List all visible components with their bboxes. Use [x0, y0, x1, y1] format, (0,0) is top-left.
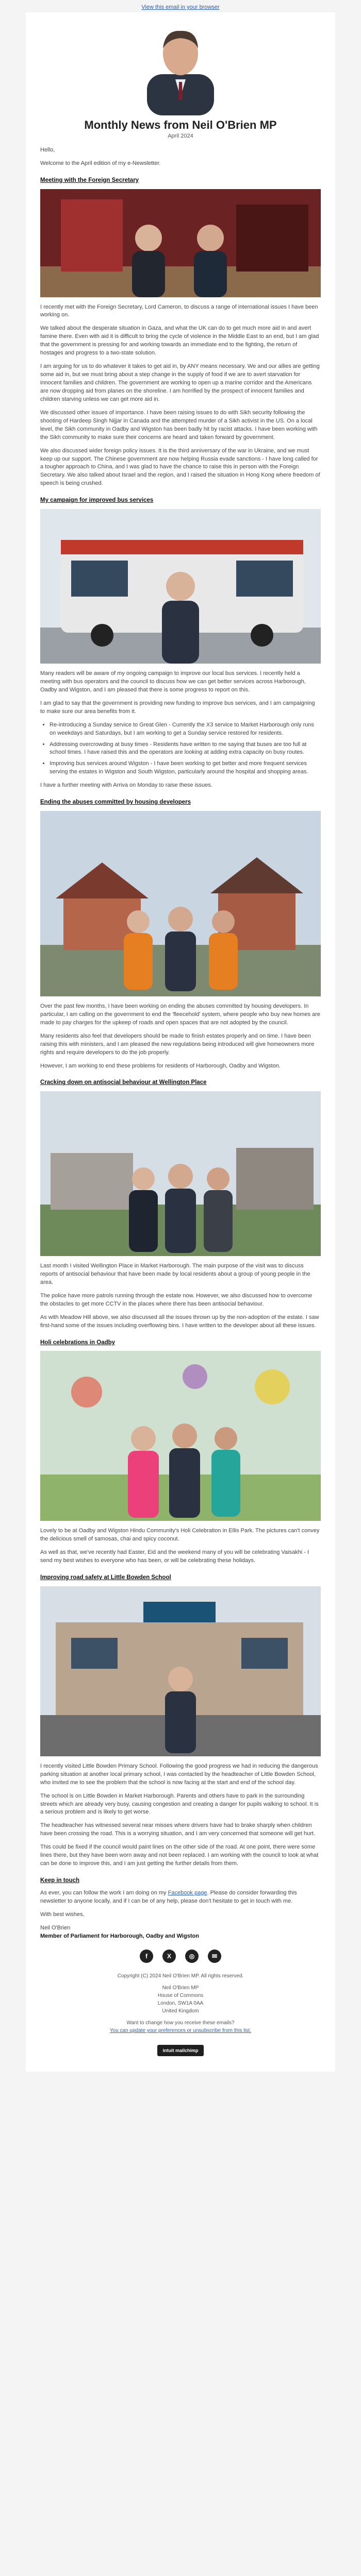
asb-para-2: The police have more patrols running through the estate now. However, we also discussed how to overcome the obstacles to get more CCTV in the places where there has been antisocial behaviour. [40, 1292, 313, 1307]
signature-name: Neil O'Brien [40, 1924, 71, 1931]
photo-bus [40, 509, 321, 664]
mailchimp-logo[interactable]: intuit mailchimp [157, 2045, 203, 2056]
hero-portrait [26, 12, 335, 115]
housing-para-2: Many residents also feel that developers should be made to finish estates properly and on time. I have been raising this with ministers, and I am pleased the new regulations being introduced will give homeowners more rights and require developers to do the job properly. [40, 1032, 315, 1056]
newsletter-container [26, 12, 335, 2072]
foreign-para-2: We talked about the desperate situation in Gaza, and what the UK can do to get much more aid in and avert famine there. Even with aid it is difficult to bring the cycle of violence in the Middle East to an end, but I am glad that the government is pressing for and working towards an immediate end to the fighting, the return of hostages and progress to a two-state solution. [40, 325, 319, 357]
instagram-icon[interactable]: ◎ [185, 1950, 199, 1963]
newsletter-body [26, 146, 335, 1940]
buses-para-1: Many readers will be aware of my ongoing campaign to improve our local bus services. I recently held a meeting with bus operators and the council to discuss how we can get better services across Harborough, Oadby and Wigston, and I am pleased that there is some progress to report on this. [40, 670, 306, 693]
section-title-housing: Ending the abuses committed by housing developers [40, 799, 191, 806]
asb-para-3: As with Meadow Hill above, we also discussed all the issues thrown up by the non-adoption of the estate. I saw first-hand some of the issues including overflowing bins. I have written to the developer about all these issues. [40, 1314, 319, 1329]
section-title-parking: Improving road safety at Little Bowden School [40, 1574, 171, 1581]
photo-holi [40, 1351, 321, 1521]
foreign-para-1: I recently met with the Foreign Secretary, Lord Cameron, to discuss a range of international issues I have been working on. [40, 303, 318, 318]
list-item: • Addressing overcrowding at busy times - Residents have written to me saying that buses are too full at school times. I have raised this and the operators are looking at adding extra capacity on busy routes. [50, 741, 321, 757]
list-item: • Improving bus services around Wigston - I have been working to get better and more frequent services serving the estates in Wigston and South Wigston, particularly around the hospital and shopping areas. [50, 760, 321, 776]
foreign-para-3: I am arguing for us to do whatever it takes to get aid in, by ANY means necessary. We and our allies are getting some aid in, but we must bring about a step change in the supply of food if we are to avert starvation for innocent families and children. The government are working to open up a marine corridor and the Americans are now dropping aid from planes on the shoreline. I am horrified by the prospect of innocent families and children starving unless we can get more aid in. [40, 363, 320, 402]
holi-para-2: As well as that, we've recently had Easter, Eid and the weekend many of you will be celebrating Vaisakhi - I send my best wishes to everyone who has been, or will be celebrating these holidays. [40, 1549, 309, 1564]
section-title-buses: My campaign for improved bus services [40, 497, 154, 504]
holi-para-1: Lovely to be at Oadby and Wigston Hindu Community's Holi Celebration in Ellis Park. The pictures can't convey the delicious smell of samosas, chai and spicy coconut. [40, 1528, 320, 1543]
email-icon[interactable]: ✉ [208, 1950, 221, 1963]
asb-para-1: Last month I visited Wellington Place in Market Harborough. The main purpose of the visit was to discuss reports of antisocial behaviour that have been made by local residents about a group of young people in the area. [40, 1263, 310, 1285]
section-title-holi: Holi celebrations in Oadby [40, 1339, 116, 1346]
signature [40, 1924, 321, 1941]
buses-after: I have a further meeting with Arriva on Monday to raise these issues. [40, 782, 212, 789]
x-icon[interactable]: X [162, 1950, 176, 1963]
photo-foreign-secretary [40, 189, 321, 297]
view-in-browser-link[interactable]: View this email in your browser [141, 4, 220, 10]
foreign-para-4: We discussed other issues of importance. I have been raising issues to do with Sikh security following the shooting of Hardeep Singh Nijjar in Canada and the attempted murder of a Sikh activist in the US. On a local level, the Sikh community in Oadby and Wigston has been badly hit by racist attacks. I have been working with the Sikh community to make sure their concerns are heard and taken forward by government. [40, 409, 318, 440]
greeting: Hello, [40, 147, 55, 153]
copyright: Copyright (C) 2024 Neil O'Brien MP. All rights reserved. [117, 1973, 244, 1979]
mailchimp-badge [26, 2040, 335, 2072]
photo-wellington-place [40, 1091, 321, 1256]
social-links [26, 1940, 335, 1969]
buses-para-2: I am glad to say that the government is providing new funding to improve bus services, and I am campaigning to make sure our area benefits from it. [40, 700, 315, 715]
parking-para-1: I recently visited Little Bowden Primary School. Following the good progress we had in reducing the dangerous parking situation at another local primary school, I was contacted by the headteacher of Little Bowden School, who invited me to see the problem that the school is now facing at the start and end of the school day. [40, 1762, 318, 1786]
facebook-page-link[interactable]: Facebook page [168, 1889, 207, 1896]
buses-bullet-list [40, 721, 321, 777]
parking-para-2: The school is on Little Bowden in Market Harborough. Parents and others have to park in the surrounding streets which are already very busy, causing congestion and creating a danger for pupils walking to school. It is a serious problem and is likely to get worse. [40, 1792, 319, 1816]
list-item: • Re-introducing a Sunday service to Great Glen - Currently the X3 service to Market Harborough only runs on weekdays and Saturdays, but I am working to get a Sunday service restored for residents. [50, 721, 321, 738]
foreign-para-5: We also discussed wider foreign policy issues. It is the third anniversary of the war in Ukraine, and we must keep up our support. The Chinese government are now helping Russia evade sanctions - I have long called for a tougher approach to China, and I was glad to have the chance to raise this in person with the Foreign Secretary. We also talked about Israel and the region, and I raised the situation in Hong Kong where freedom of speech is being crushed. [40, 447, 320, 487]
touch-para [40, 1889, 321, 1906]
housing-para-1: Over the past few months, I have been working on ending the abuses committed by housing developers. In particular, I am calling on the government to end the 'fleecehold' system, where people who buy new homes are made to pay charges for the upkeep of roads and open spaces that are not adopted by the council. [40, 1003, 320, 1026]
photo-little-bowden-school [40, 1586, 321, 1756]
section-title-foreign: Meeting with the Foreign Secretary [40, 177, 139, 183]
touch-text-post: . Please do consider forwarding this newsletter to anyone locally, and if I can be of any help, please don't hesitate to get in touch with me. [40, 1889, 297, 1904]
housing-para-3: However, I am working to end these problems for residents of Harborough, Oadby and Wigston. [40, 1062, 281, 1069]
address-line: United Kingdom [162, 2008, 199, 2014]
footer [26, 1969, 335, 2040]
address-line: London, SW1A 0AA [157, 2001, 204, 2007]
browser-link-bar [0, 0, 361, 12]
address-line: House of Commons [157, 1993, 204, 1999]
photo-housing [40, 811, 321, 996]
closing: With best wishes, [40, 1911, 85, 1918]
update-text: Want to change how you receive these emails? [126, 2020, 235, 2026]
parking-para-4: This could be fixed if the council would paint lines on the other side of the road. At one point, there were some lines there, but they have been worn away and not been replaced. I am working with the council to look at what can be done to improve this, and I am just getting the further details from them. [40, 1844, 319, 1867]
section-title-asb: Cracking down on antisocial behaviour at Wellington Place [40, 1079, 207, 1086]
section-title-touch: Keep in touch [40, 1877, 80, 1884]
address [26, 1984, 335, 2015]
touch-text-pre: As ever, you can follow the work I am doing on my [40, 1889, 168, 1896]
welcome-text: Welcome to the April edition of my e-Newsletter. [40, 160, 161, 166]
newsletter-title: Monthly News from Neil O'Brien MP [84, 118, 277, 131]
parking-para-3: The headteacher has witnessed several near misses where drivers have had to brake sharply when children have been crossing the road. This is a worrying situation, and I am very concerned that someone will get hurt. [40, 1822, 315, 1837]
issue-date: April 2024 [168, 133, 193, 139]
address-line: Neil O'Brien MP [162, 1985, 199, 1991]
facebook-icon[interactable]: f [140, 1950, 153, 1963]
signature-role: Member of Parliament for Harborough, Oadby and Wigston [40, 1933, 199, 1939]
unsubscribe-link[interactable]: You can update your preferences or unsubscribe from this list. [109, 2028, 252, 2034]
portrait-image [129, 12, 232, 115]
